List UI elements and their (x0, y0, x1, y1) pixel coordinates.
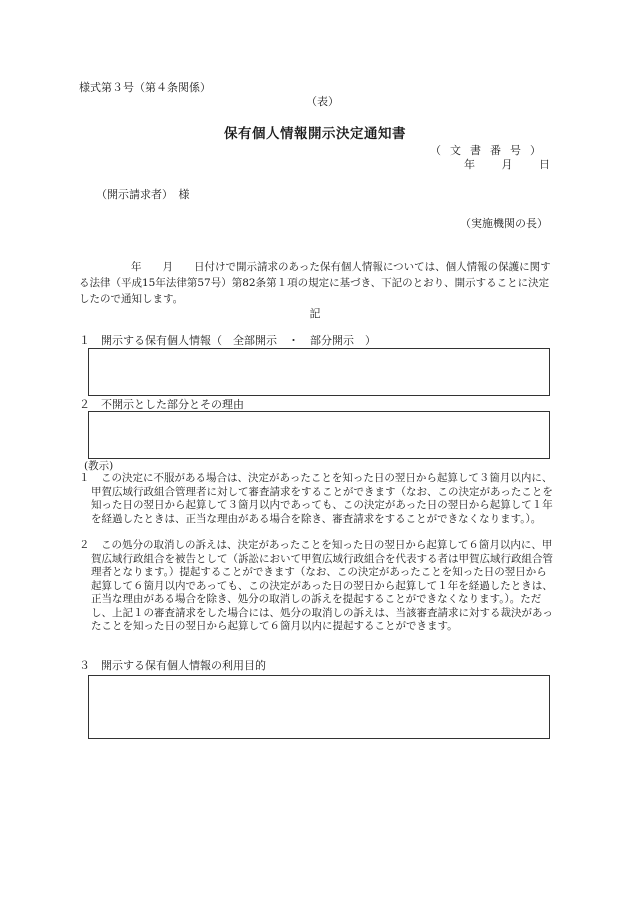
teaching-note-2-text: この処分の取消しの訴えは、決定があったことを知った日の翌日から起算して６箇月以内に、甲賀広域行政組合を被告として（訴訟において甲賀広域行政組合を代表する者は甲賀広域行政組合管理者となります。）提起することができます（なお、この決定があったことを知った日の翌日から起算して６箇月以内であっても、この決定があった日の翌日から起算して１年を経過したときは、正当な理由がある場合を除き、処分の取消しの訴えを提起することができなくなります。）。ただし、上記１の審査請求をした場合には、処分の取消しの訴えは、当該審査請求に対する裁決があったことを知った日の翌日から起算して６箇月以内に提起することができます。 (91, 539, 553, 632)
date-month: 月 (501, 158, 513, 171)
section-2-input-box[interactable] (88, 411, 550, 459)
teaching-note-2 (79, 539, 555, 634)
section-2-heading: ２ 不開示とした部分とその理由 (79, 398, 244, 411)
intro-paragraph: 年 月 日付けで開示請求のあった保有個人情報については、個人情報の保護に関する法律（平成15年法律第57号）第82条第１項の規定に基づき、下記のとおり、開示することに決定したので通知します。 (79, 261, 551, 305)
agency-head: （実施機関の長） (460, 217, 548, 230)
ki-marker: 記 (309, 307, 321, 320)
date-year: 年 (464, 158, 475, 171)
section-3-heading: ３ 開示する保有個人情報の利用目的 (79, 659, 266, 672)
section-1-input-box[interactable] (88, 348, 550, 396)
section-1-heading: １ 開示する保有個人情報（ 全部開示 ・ 部分開示 ） (79, 334, 376, 347)
form-number: 様式第３号（第４条関係） (79, 81, 211, 94)
side-label: （表） (306, 95, 339, 108)
section-3-input-box[interactable] (88, 675, 550, 739)
document-title: 保有個人情報開示決定通知書 (224, 126, 406, 142)
teaching-note-1-text: この決定に不服がある場合は、決定があったことを知った日の翌日から起算して３箇月以内に、甲賀広域行政組合管理者に対して審査請求をすることができます（なお、この決定があったことを知った日の翌日から起算して３箇月以内であっても、この決定があった日の翌日から起算して１年を経過したときは、正当な理由がある場合を除き、審査請求をすることができなくなります。）。 (91, 472, 553, 525)
teaching-label: (教示) (84, 460, 114, 472)
teaching-note-1-number: １ (79, 472, 90, 484)
document-number: （文書番号） (430, 144, 550, 157)
teaching-note-1 (79, 472, 555, 526)
requester-name: （開示請求者） 様 (96, 188, 190, 201)
date-day: 日 (539, 158, 550, 171)
teaching-note-2-number: ２ (79, 539, 90, 551)
date-line (441, 157, 550, 174)
